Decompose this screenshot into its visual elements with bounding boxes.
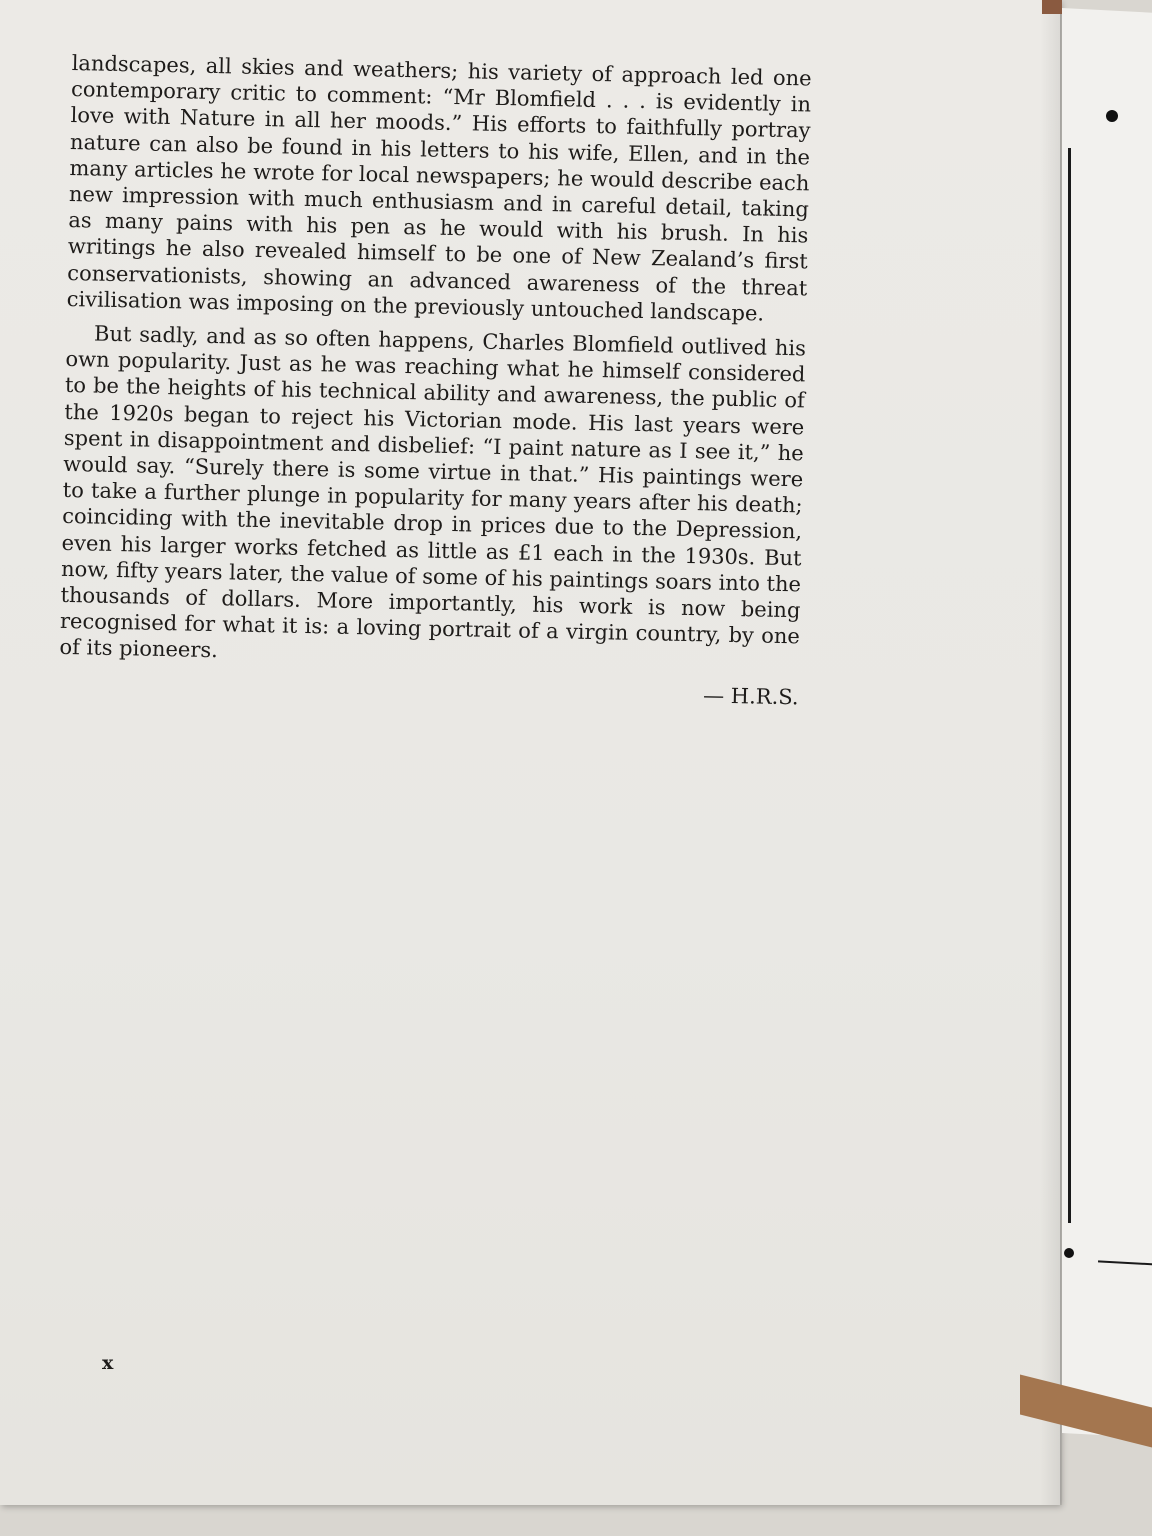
author-signature: — H.R.S. [702, 683, 799, 710]
facing-page-dot-bottom [1064, 1248, 1074, 1258]
facing-page [1062, 8, 1152, 1438]
paragraph-2: But sadly, and as so often happens, Charles Blomfield outlived his own popularity. Just as he was reaching what he himself considered to be the heights of his technical ability and awareness, the public of the 1920s began to reject his Victorian mode. His last years were spent in disappointment and disbelief: “I paint nature as I see it,” he would say. “Surely there is some virtue in that.” His paintings were to take a further plunge in popularity for many years after his death; coinciding with the inevitable drop in prices due to the Depression, even his larger works fetched as little as £1 each in the 1930s. But now, fifty years later, the value of some of his paintings soars into the thousands of dollars. More importantly, his work is now being recognised for what it is: a loving portrait of a virgin country, by one of its pioneers. [59, 321, 807, 663]
page-number: x [102, 1352, 114, 1374]
cover-edge-top [1042, 0, 1062, 14]
paragraph-1: landscapes, all skies and weathers; his variety of approach led one contemporary critic to comment: “Mr Blomfield . . . is evidently in love with Nature in all her moods.” His efforts to faithfully portray nature can also be found in his letters to his wife, Ellen, and in the many articles he wrote for local newspapers; he would describe each new impression with much enthusiasm and in careful detail, taking as many pains with his pen as he would with his brush. In his writings he also revealed himself to be one of New Zealand’s first conservationists, showing an advanced awareness of the threat civilisation was imposing on the previously untouched landscape. [66, 50, 812, 326]
page-gutter-shadow [1040, 0, 1062, 1505]
facing-page-rule [1068, 148, 1071, 1223]
body-text [58, 50, 811, 710]
facing-page-dot-top [1106, 110, 1118, 122]
